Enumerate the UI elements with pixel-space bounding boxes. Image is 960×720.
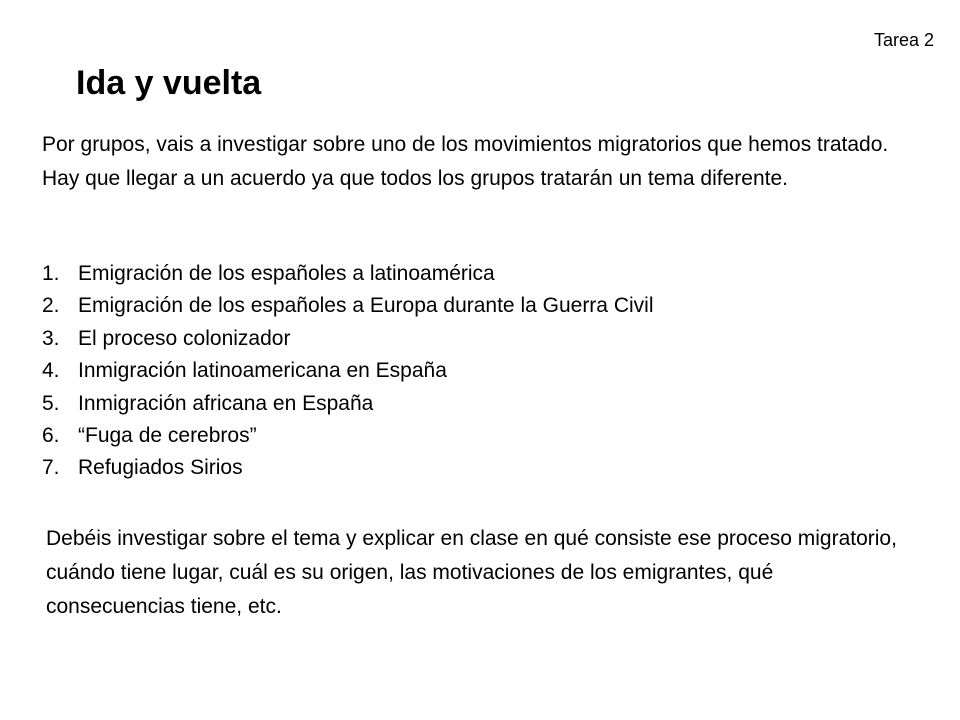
topic-item-3 bbox=[42, 323, 902, 355]
topic-text: “Fuga de cerebros” bbox=[78, 424, 257, 448]
topic-text: Emigración de los españoles a latinoamérica bbox=[78, 262, 495, 285]
task-label: Tarea 2 bbox=[873, 30, 934, 50]
topic-text: Refugiados Sirios bbox=[78, 456, 243, 480]
topic-number: 3. bbox=[42, 326, 60, 350]
topic-list bbox=[42, 258, 902, 485]
topic-item-5 bbox=[42, 388, 902, 420]
topic-text: Inmigración africana en España bbox=[78, 391, 374, 415]
topic-item-6 bbox=[42, 420, 902, 452]
topic-number: 4. bbox=[42, 359, 60, 383]
topic-item-2 bbox=[42, 290, 902, 322]
topic-text: El proceso colonizador bbox=[78, 326, 291, 350]
topic-item-7 bbox=[42, 452, 902, 484]
topic-text: Emigración de los españoles a Europa durante la Guerra Civil bbox=[78, 294, 654, 318]
topic-number: 6. bbox=[42, 424, 60, 448]
intro-paragraph: Por grupos, vais a investigar sobre uno de los movimientos migratorios que hemos tratado. Hay que llegar a un acuerdo ya que todos los grupos tratarán un tema diferente. bbox=[42, 133, 889, 190]
topic-item-1 bbox=[42, 258, 902, 290]
topic-number: 1. bbox=[42, 262, 60, 285]
topic-number: 2. bbox=[42, 294, 60, 318]
topic-item-4 bbox=[42, 355, 902, 387]
topic-number: 5. bbox=[42, 391, 60, 415]
topic-number: 7. bbox=[42, 456, 60, 480]
closing-paragraph: Debéis investigar sobre el tema y explicar en clase en qué consiste ese proceso migratorio, cuándo tiene lugar, cuál es su origen, las motivaciones de los emigrantes, qué consecuencias tiene, etc. bbox=[46, 527, 897, 618]
slide-title: Ida y vuelta bbox=[76, 64, 262, 102]
topic-text: Inmigración latinoamericana en España bbox=[78, 359, 447, 383]
